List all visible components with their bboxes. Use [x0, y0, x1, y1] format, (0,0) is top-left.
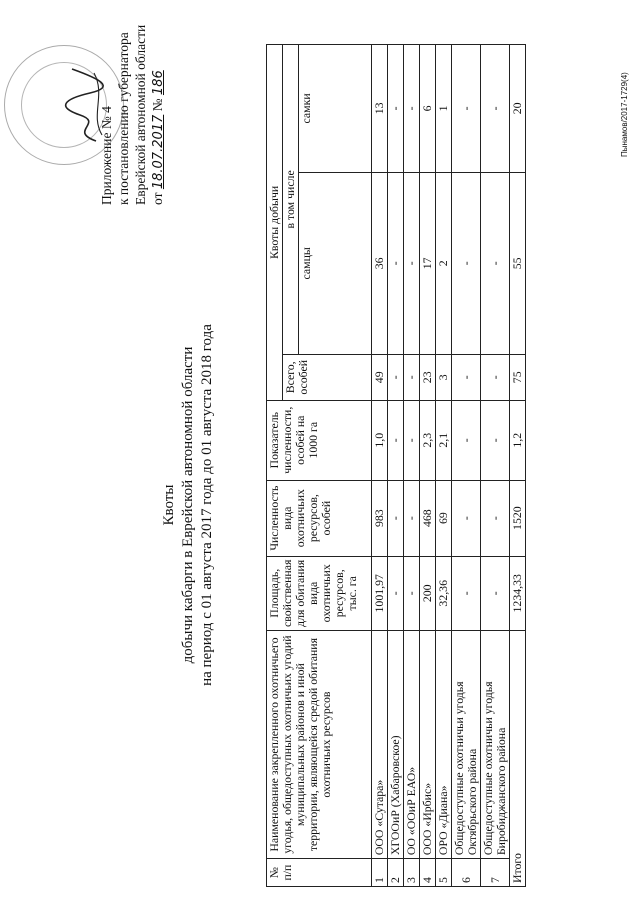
total-females: 20 — [510, 45, 526, 173]
row-females: 6 — [420, 45, 436, 173]
row-num: 4 — [420, 859, 436, 887]
row-total: - — [452, 354, 481, 400]
total-label: Итого — [510, 630, 526, 886]
header-name: Наименование закрепленного охотничьего угодья, общедоступных охотничьих угодий муниципальных районов и иной территории, являющейся средой обитания охотничьих ресурсов — [267, 630, 372, 858]
approval-date-line — [149, 15, 167, 205]
row-population: 69 — [436, 480, 452, 556]
row-area: 200 — [420, 556, 436, 630]
row-total: 3 — [436, 354, 452, 400]
row-name: ХГООиР (Хабаровское) — [388, 630, 404, 858]
approval-line-3: Еврейской автономной области — [133, 24, 148, 205]
header-females: самки — [299, 45, 372, 173]
row-density: 1,0 — [372, 400, 388, 480]
row-total: - — [388, 354, 404, 400]
row-males: - — [404, 172, 420, 354]
row-population: - — [404, 480, 420, 556]
number-prefix: № — [150, 98, 165, 112]
quota-table — [266, 44, 526, 887]
row-population: - — [388, 480, 404, 556]
row-num: 3 — [404, 859, 420, 887]
row-population: 983 — [372, 480, 388, 556]
row-num: 7 — [481, 859, 510, 887]
header-area: Площадь, свойственная для обитания вида охотничьих ресурсов, тыс. га — [267, 556, 372, 630]
document-title — [160, 225, 217, 785]
row-area: - — [404, 556, 420, 630]
table-row — [481, 45, 510, 887]
header-density: Показатель численности, особей на 1000 га — [267, 400, 372, 480]
row-density: - — [452, 400, 481, 480]
row-name: Общедоступные охотничьи угодья Октябрьского района — [452, 630, 481, 858]
row-males: - — [452, 172, 481, 354]
row-total: - — [481, 354, 510, 400]
row-name: ООО «Сутара» — [372, 630, 388, 858]
number-value: 186 — [151, 70, 166, 96]
row-density: 2,1 — [436, 400, 452, 480]
row-males: - — [388, 172, 404, 354]
row-total: 49 — [372, 354, 388, 400]
row-density: - — [388, 400, 404, 480]
table-row — [404, 45, 420, 887]
row-num: 6 — [452, 859, 481, 887]
header-population: Численность вида охотничьих ресурсов, особей — [267, 480, 372, 556]
header-row-1 — [267, 45, 283, 887]
row-females: 13 — [372, 45, 388, 173]
total-density: 1,2 — [510, 400, 526, 480]
total-total: 75 — [510, 354, 526, 400]
table-row — [436, 45, 452, 887]
row-density: - — [481, 400, 510, 480]
table-row — [452, 45, 481, 887]
row-density: - — [404, 400, 420, 480]
row-total: - — [404, 354, 420, 400]
row-name: ОО «ООиР ЕАО» — [404, 630, 420, 858]
date-prefix: от — [150, 192, 165, 205]
row-population: 468 — [420, 480, 436, 556]
row-area: - — [452, 556, 481, 630]
total-males: 55 — [510, 172, 526, 354]
row-males: 2 — [436, 172, 452, 354]
header-males: самцы — [299, 172, 372, 354]
row-females: 1 — [436, 45, 452, 173]
row-area: 32,36 — [436, 556, 452, 630]
date-value: 18.07.2017 — [151, 114, 166, 190]
header-total: Всего, особей — [283, 354, 372, 400]
footer-code: Пынамов/2017-1729(4) — [620, 72, 629, 157]
total-area: 1234,33 — [510, 556, 526, 630]
approval-line-1: Приложение № 4 — [99, 106, 114, 205]
row-num: 2 — [388, 859, 404, 887]
row-density: 2,3 — [420, 400, 436, 480]
title-line-2: добычи кабарги в Еврейской автономной области — [180, 346, 196, 664]
row-total: 23 — [420, 354, 436, 400]
header-including: в том числе — [283, 45, 299, 355]
row-num: 1 — [372, 859, 388, 887]
row-females: - — [452, 45, 481, 173]
total-population: 1520 — [510, 480, 526, 556]
row-area: - — [481, 556, 510, 630]
row-males: 17 — [420, 172, 436, 354]
row-population: - — [452, 480, 481, 556]
header-num: № п/п — [267, 859, 372, 887]
total-row — [510, 45, 526, 887]
row-males: 36 — [372, 172, 388, 354]
table-row — [388, 45, 404, 887]
title-line-1: Квоты — [161, 484, 177, 526]
row-area: 1001,97 — [372, 556, 388, 630]
row-name: Общедоступные охотничьи угодья Биробиджанского района — [481, 630, 510, 858]
row-num: 5 — [436, 859, 452, 887]
row-females: - — [481, 45, 510, 173]
row-name: ОРО «Диана» — [436, 630, 452, 858]
row-name: ООО «Ирбис» — [420, 630, 436, 858]
approval-line-2: к постановлению губернатора — [116, 32, 131, 205]
row-area: - — [388, 556, 404, 630]
table-row — [372, 45, 388, 887]
row-females: - — [388, 45, 404, 173]
table-row — [420, 45, 436, 887]
row-population: - — [481, 480, 510, 556]
approval-block — [98, 15, 167, 205]
row-females: - — [404, 45, 420, 173]
header-quotas: Квоты добычи — [267, 45, 283, 401]
row-males: - — [481, 172, 510, 354]
title-line-3: на период с 01 августа 2017 года до 01 августа 2018 года — [199, 324, 215, 686]
